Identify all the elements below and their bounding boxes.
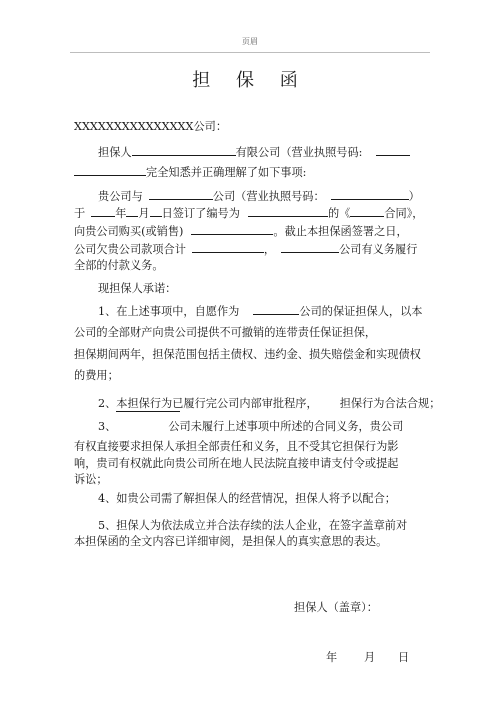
header-divider [70, 52, 430, 53]
text-item-1-start: 1、在上述事项中，自愿作为 [98, 305, 240, 318]
text-contract-open: 的《 [327, 207, 351, 220]
blank-year [91, 206, 115, 217]
item-3-line-3: 响，贵司有权就此向贵公司所在地人民法院直接申请支付令或提起 [74, 457, 399, 470]
text-license-intro: 有限公司（营业执照号码: [235, 146, 363, 159]
item-1-line-4: 的费用； [74, 369, 119, 382]
text-as-of-signing: 。截止本担保函签署之日， [273, 225, 408, 238]
debt-line [74, 242, 417, 257]
contract-date-line [74, 206, 423, 221]
blank-license-no [376, 145, 410, 156]
addressee: XXXXXXXXXXXXXXX公司： [74, 120, 228, 133]
blank-guaranteed-company [253, 304, 299, 315]
text-acknowledge: 完全知悉并正确理解了如下事项: [146, 166, 307, 179]
text-your-company-with: 贵公司与 [98, 190, 143, 203]
undertaking-intro: 现担保人承诺： [98, 282, 177, 295]
text-counterparty-license: 公司（营业执照号码： [212, 190, 325, 203]
blank-debtor [281, 242, 339, 253]
text-item-3-end: 公司未履行上述事项中所述的合同义务，贵公司 [168, 420, 404, 433]
blank-counterparty-license [331, 189, 409, 200]
signature-year: 年 [326, 651, 338, 664]
blank-day [150, 206, 162, 217]
purchase-line [74, 224, 408, 239]
blank-goods [191, 224, 273, 235]
item-1-line-1 [98, 304, 422, 319]
blank-contract-number [248, 206, 328, 217]
text-obligation: 公司有义务履行 [339, 243, 418, 256]
acknowledge-line [74, 165, 306, 180]
item-5-line-2: 本担保函的全文内容已详细审阅，是担保人的真实意思的表达。 [74, 535, 388, 548]
blank-counterparty [149, 189, 213, 200]
text-guarantor: 担保人 [98, 146, 132, 159]
item-5-line-1: 5、担保人为依法成立并合法存续的法人企业，在签字盖章前对 [98, 519, 408, 532]
text-close-paren: ） [408, 190, 420, 203]
text-item-3-start: 3、 [98, 420, 117, 433]
document-title: 担 保 函 [192, 70, 308, 91]
text-contract-number-intro: 日签订了编号为 [161, 207, 240, 220]
item-1-line-2: 公司的全部财产向贵公司提供不可撤销的连带责任保证担保， [74, 326, 377, 339]
item-3-line-4: 诉讼； [74, 473, 108, 486]
payment-duty-line: 全部的付款义务。 [74, 259, 164, 272]
item-1-line-3: 担保期间两年，担保范围包括主债权、违约金、损失赔偿金和实现债权 [74, 348, 421, 361]
counterparty-line [98, 189, 420, 204]
blank-contract-name [350, 206, 384, 217]
item-3-line-2: 有权直接要求担保人承担全部责任和义务，且不受其它担保行为影 [74, 440, 399, 453]
item-4-line: 4、如贵公司需了解担保人的经营情况，担保人将予以配合； [98, 492, 396, 505]
text-contract-close: 合同》， [384, 207, 424, 220]
item-3-line-1 [98, 420, 403, 434]
blank-item-2 [116, 411, 180, 412]
signature-day: 日 [398, 651, 410, 664]
text-item-1-end: 公司的保证担保人，以本 [299, 305, 423, 318]
signature-month: 月 [364, 651, 376, 664]
text-debt-total: 公司欠贵公司款项合计 [74, 243, 186, 256]
item-2-line [98, 397, 440, 411]
page-header: 页眉 [242, 37, 258, 46]
text-on: 于 [74, 207, 86, 220]
text-item-2-start: 2、本担保行为已履行完公司内部审批程序， [98, 397, 318, 410]
text-year: 年 [115, 207, 127, 220]
blank-debt-amount [192, 242, 264, 253]
text-purchase: 向贵公司购买(或销售) [74, 225, 184, 238]
text-month: 月 [138, 207, 150, 220]
guarantor-line [98, 145, 410, 160]
signature-label: 担保人（盖章）： [294, 601, 378, 614]
blank-guarantor-name [132, 145, 236, 156]
text-item-2-end: 担保行为合法合规； [339, 397, 441, 410]
text-comma: ， [263, 243, 276, 256]
blank-month [126, 206, 138, 217]
blank-guarantor-short [74, 165, 146, 176]
